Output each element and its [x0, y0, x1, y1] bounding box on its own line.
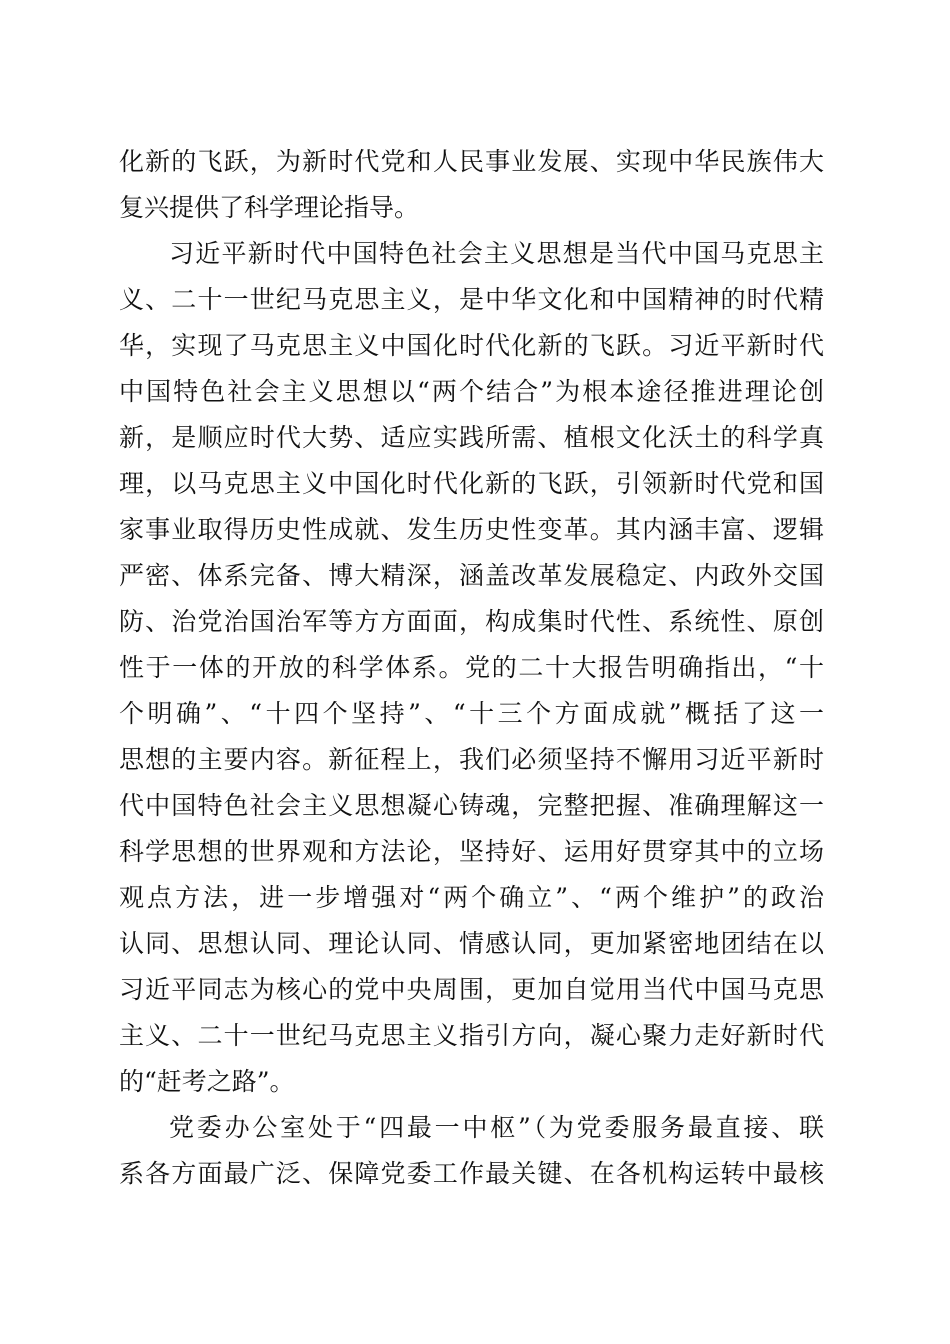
text-line: 个明确”、“十四个坚持”、“十三个方面成就”概括了这一 [119, 699, 824, 728]
text-line: 主义、二十一世纪马克思主义指引方向，凝心聚力走好新时代 [119, 1021, 824, 1050]
text-line: 家事业取得历史性成就、发生历史性变革。其内涵丰富、逻辑 [119, 515, 824, 544]
text-line: 义、二十一世纪马克思主义，是中华文化和中国精神的时代精 [119, 285, 824, 314]
text-line: 科学思想的世界观和方法论，坚持好、运用好贯穿其中的立场 [119, 837, 824, 866]
text-line: 化新的飞跃，为新时代党和人民事业发展、实现中华民族伟大 [119, 147, 824, 176]
text-line: 习近平新时代中国特色社会主义思想是当代中国马克思主 [169, 239, 824, 268]
text-line: 党委办公室处于“四最一中枢”（为党委服务最直接、联 [169, 1113, 824, 1142]
text-line: 系各方面最广泛、保障党委工作最关键、在各机构运转中最核 [119, 1159, 824, 1188]
text-line: 中国特色社会主义思想以“两个结合”为根本途径推进理论创 [119, 377, 824, 406]
text-line: 习近平同志为核心的党中央周围，更加自觉用当代中国马克思 [119, 975, 824, 1004]
text-line: 新，是顺应时代大势、适应实践所需、植根文化沃土的科学真 [119, 423, 824, 452]
text-line: 认同、思想认同、理论认同、情感认同，更加紧密地团结在以 [119, 929, 824, 958]
text-line: 理，以马克思主义中国化时代化新的飞跃，引领新时代党和国 [119, 469, 824, 498]
text-line: 性于一体的开放的科学体系。党的二十大报告明确指出，“十 [119, 653, 824, 682]
text-line: 代中国特色社会主义思想凝心铸魂，完整把握、准确理解这一 [119, 791, 824, 820]
text-line: 思想的主要内容。新征程上，我们必须坚持不懈用习近平新时 [119, 745, 824, 774]
text-line: 严密、体系完备、博大精深，涵盖改革发展稳定、内政外交国 [119, 561, 824, 590]
text-line: 华，实现了马克思主义中国化时代化新的飞跃。习近平新时代 [119, 331, 824, 360]
text-line: 观点方法，进一步增强对“两个确立”、“两个维护”的政治 [119, 883, 824, 912]
text-line: 复兴提供了科学理论指导。 [119, 193, 420, 222]
text-line: 防、治党治国治军等方方面面，构成集时代性、系统性、原创 [119, 607, 824, 636]
text-line: 的“赶考之路”。 [119, 1067, 295, 1096]
